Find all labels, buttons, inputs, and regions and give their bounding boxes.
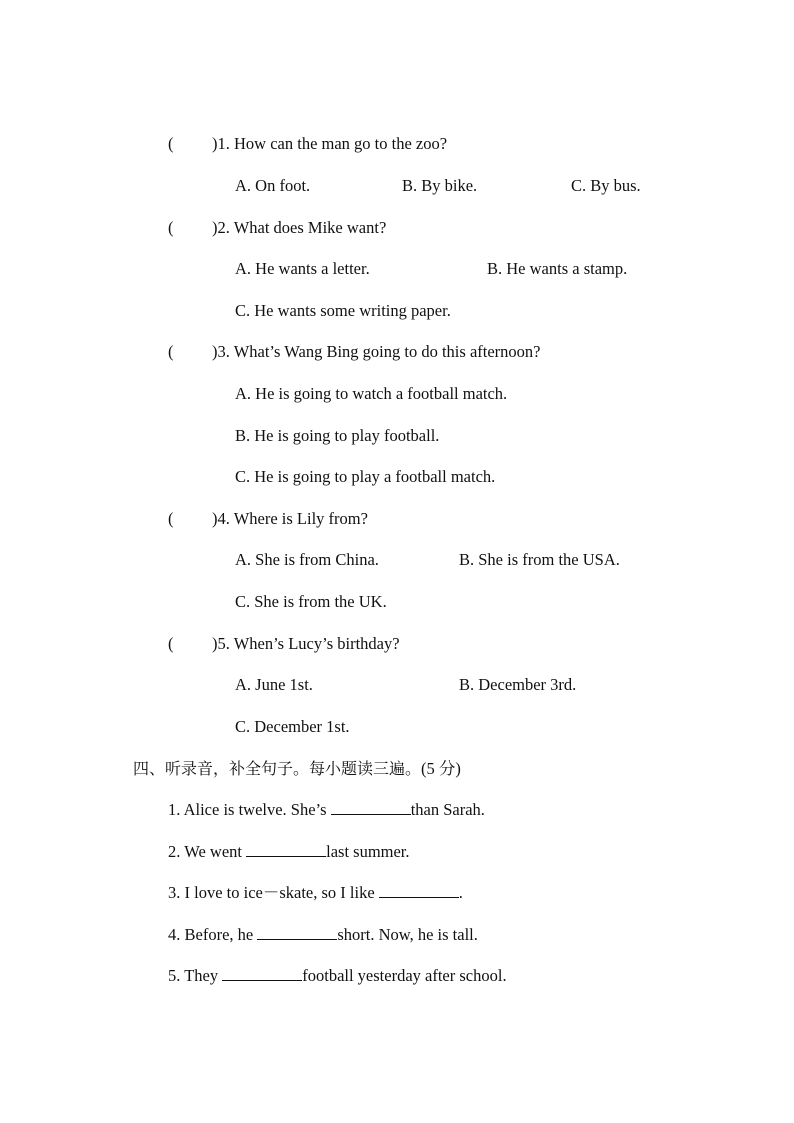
option-a: A. On foot. (235, 176, 311, 195)
answer-paren-close: ) (212, 218, 218, 237)
option-a: A. She is from China. (235, 550, 379, 569)
answer-blank[interactable] (222, 966, 302, 981)
answer-paren-close: ) (212, 342, 218, 361)
answer-blank[interactable] (257, 925, 337, 940)
option-b: B. December 3rd. (459, 675, 577, 694)
question-text: Where is Lily from? (233, 509, 368, 528)
sentence-before: 1. Alice is twelve. She’s (168, 800, 331, 819)
question-2-body (212, 218, 386, 238)
answer-paren-close: ) (212, 134, 218, 153)
option-a: A. He wants a letter. (235, 259, 370, 278)
answer-paren-open: ( (168, 134, 174, 153)
option-a: A. He is going to watch a football match. (235, 384, 508, 403)
question-text: What’s Wang Bing going to do this afternoon? (233, 342, 541, 361)
question-number: 2. (217, 218, 230, 237)
sentence-after: . (458, 883, 463, 902)
question-number: 3. (217, 342, 230, 361)
sentence-before: 2. We went (168, 842, 247, 861)
answer-blank[interactable] (331, 800, 411, 815)
option-b: B. He wants a stamp. (487, 259, 628, 278)
question-5 (168, 634, 174, 654)
question-5-body (212, 634, 400, 654)
question-2 (168, 218, 174, 238)
question-3-body (212, 342, 540, 362)
section-4-score: (5 分) (421, 759, 461, 778)
answer-paren-close: ) (212, 634, 218, 653)
option-c: C. She is from the UK. (235, 592, 387, 611)
fill-sentence-3 (168, 883, 463, 903)
question-4-body (212, 509, 368, 529)
question-number: 1. (217, 134, 230, 153)
sentence-after: football yesterday after school. (302, 966, 507, 985)
sentence-after: than Sarah. (410, 800, 485, 819)
answer-paren-close: ) (212, 509, 218, 528)
sentence-before: 4. Before, he (168, 925, 258, 944)
option-b: B. By bike. (402, 176, 478, 195)
question-1-body (212, 134, 447, 154)
sentence-before: 5. They (168, 966, 223, 985)
option-b: B. She is from the USA. (459, 550, 620, 569)
section-4-heading (133, 759, 461, 779)
sentence-after: short. Now, he is tall. (337, 925, 478, 944)
option-a: A. June 1st. (235, 675, 313, 694)
answer-paren-open: ( (168, 218, 174, 237)
question-4 (168, 509, 174, 529)
question-text: What does Mike want? (233, 218, 387, 237)
fill-sentence-5 (168, 966, 507, 986)
sentence-after: last summer. (326, 842, 410, 861)
section-4-title: 四、听录音，补全句子。每小题读三遍。 (133, 759, 422, 778)
fill-sentence-4 (168, 925, 478, 945)
question-number: 4. (217, 509, 230, 528)
sentence-before: 3. I love to ice－skate, so I like (168, 883, 379, 902)
question-1 (168, 134, 174, 154)
answer-blank[interactable] (246, 842, 326, 857)
question-text: When’s Lucy’s birthday? (233, 634, 400, 653)
option-c: C. By bus. (571, 176, 641, 195)
question-number: 5. (217, 634, 230, 653)
option-c: C. He is going to play a football match. (235, 467, 496, 486)
fill-sentence-2 (168, 842, 410, 862)
fill-sentence-1 (168, 800, 485, 820)
option-c: C. December 1st. (235, 717, 350, 736)
option-b: B. He is going to play football. (235, 426, 440, 445)
answer-blank[interactable] (379, 883, 459, 898)
question-text: How can the man go to the zoo? (234, 134, 448, 153)
option-c: C. He wants some writing paper. (235, 301, 451, 320)
answer-paren-open: ( (168, 634, 174, 653)
answer-paren-open: ( (168, 342, 174, 361)
question-3 (168, 342, 174, 362)
answer-paren-open: ( (168, 509, 174, 528)
